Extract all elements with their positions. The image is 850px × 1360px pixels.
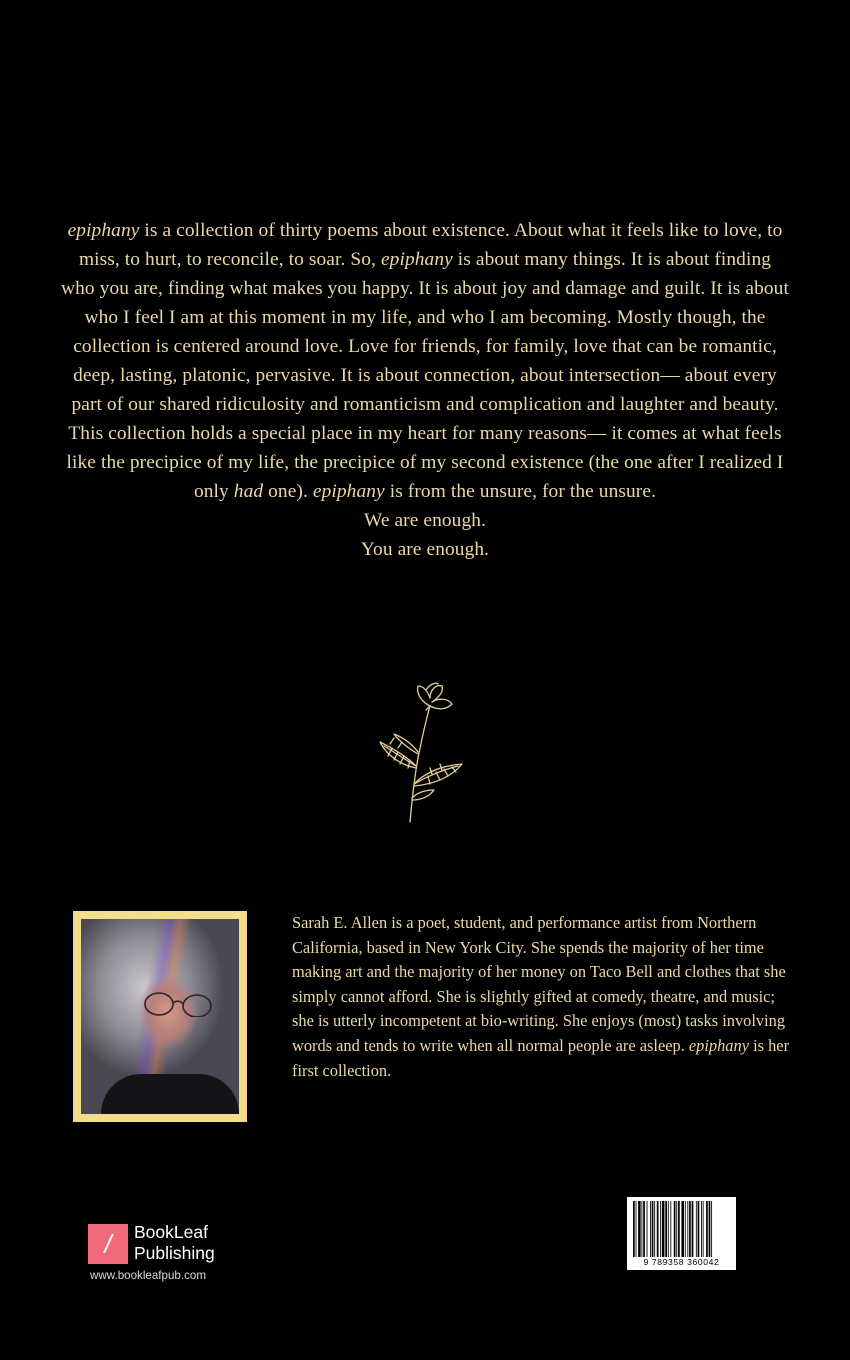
blurb-emphasis: had [233, 481, 264, 502]
blurb-line-we: We are enough. [363, 510, 487, 531]
publisher-name-line2: Publishing [134, 1243, 215, 1263]
blurb-line-you: You are enough. [360, 539, 490, 560]
author-photo [81, 919, 239, 1114]
blurb-title-italic: epiphany [67, 220, 140, 241]
author-photo-frame [73, 911, 247, 1122]
author-bio-tail: is her first collection. [292, 1035, 790, 1080]
blurb-text: is a collection of thirty poems about existence. About what it feels like to love, to miss, to hurt, to reconcile, to soar. So, [78, 220, 783, 270]
blurb-paragraph [60, 216, 790, 506]
barcode-number: 9 789358 360042 [643, 1257, 720, 1267]
publisher-url: www.bookleafpub.com [90, 1269, 206, 1282]
publisher-name-line1: BookLeaf [134, 1222, 208, 1242]
author-bio-text: Sarah E. Allen is a poet, student, and performance artist from Northern California, based in New York City. She spends the majority of her time making art and the majority of her money on Taco Bell and clothes that she simply cannot afford. She is slightly gifted at comedy, theatre, and music; she is utterly incompetent at bio-writing. She enjoys (most) tasks involving words and tends to write when all normal people are asleep. [292, 913, 786, 1055]
back-cover-blurb [60, 216, 790, 564]
author-bio-paragraph [292, 911, 792, 1083]
isbn-barcode [627, 1197, 736, 1270]
author-shirt [101, 1074, 239, 1114]
glasses-icon [143, 991, 215, 1017]
author-bio [292, 911, 792, 1083]
blurb-text: is about many things. It is about finding who you are, finding what makes you happy. It is about joy and damage and guilt. It is about who I feel I am at this moment in my life, and who I am becoming. Mostly though, the collection is centered around love. Love for friends, for family, love that can be romantic, deep, lasting, platonic, pervasive. It is about connection, about intersection— about every part of our shared ridiculosity and romanticism and complication and laughter and beauty. This collection holds a special place in my heart for many reasons— it comes at what feels like the precipice of my life, the precipice of my second existence (the one after I realized I only [61, 249, 789, 502]
publisher-name [134, 1222, 264, 1264]
publisher-mark-icon: / [88, 1224, 128, 1264]
blurb-title-italic: epiphany [380, 249, 453, 270]
blurb-text: is from the unsure, for the unsure. [384, 481, 657, 502]
flower-illustration-icon [372, 680, 468, 825]
barcode-bars-icon [631, 1201, 732, 1257]
author-bio-title-italic: epiphany [688, 1035, 749, 1055]
blurb-title-italic: epiphany [312, 481, 385, 502]
blurb-text: one). [263, 481, 313, 502]
